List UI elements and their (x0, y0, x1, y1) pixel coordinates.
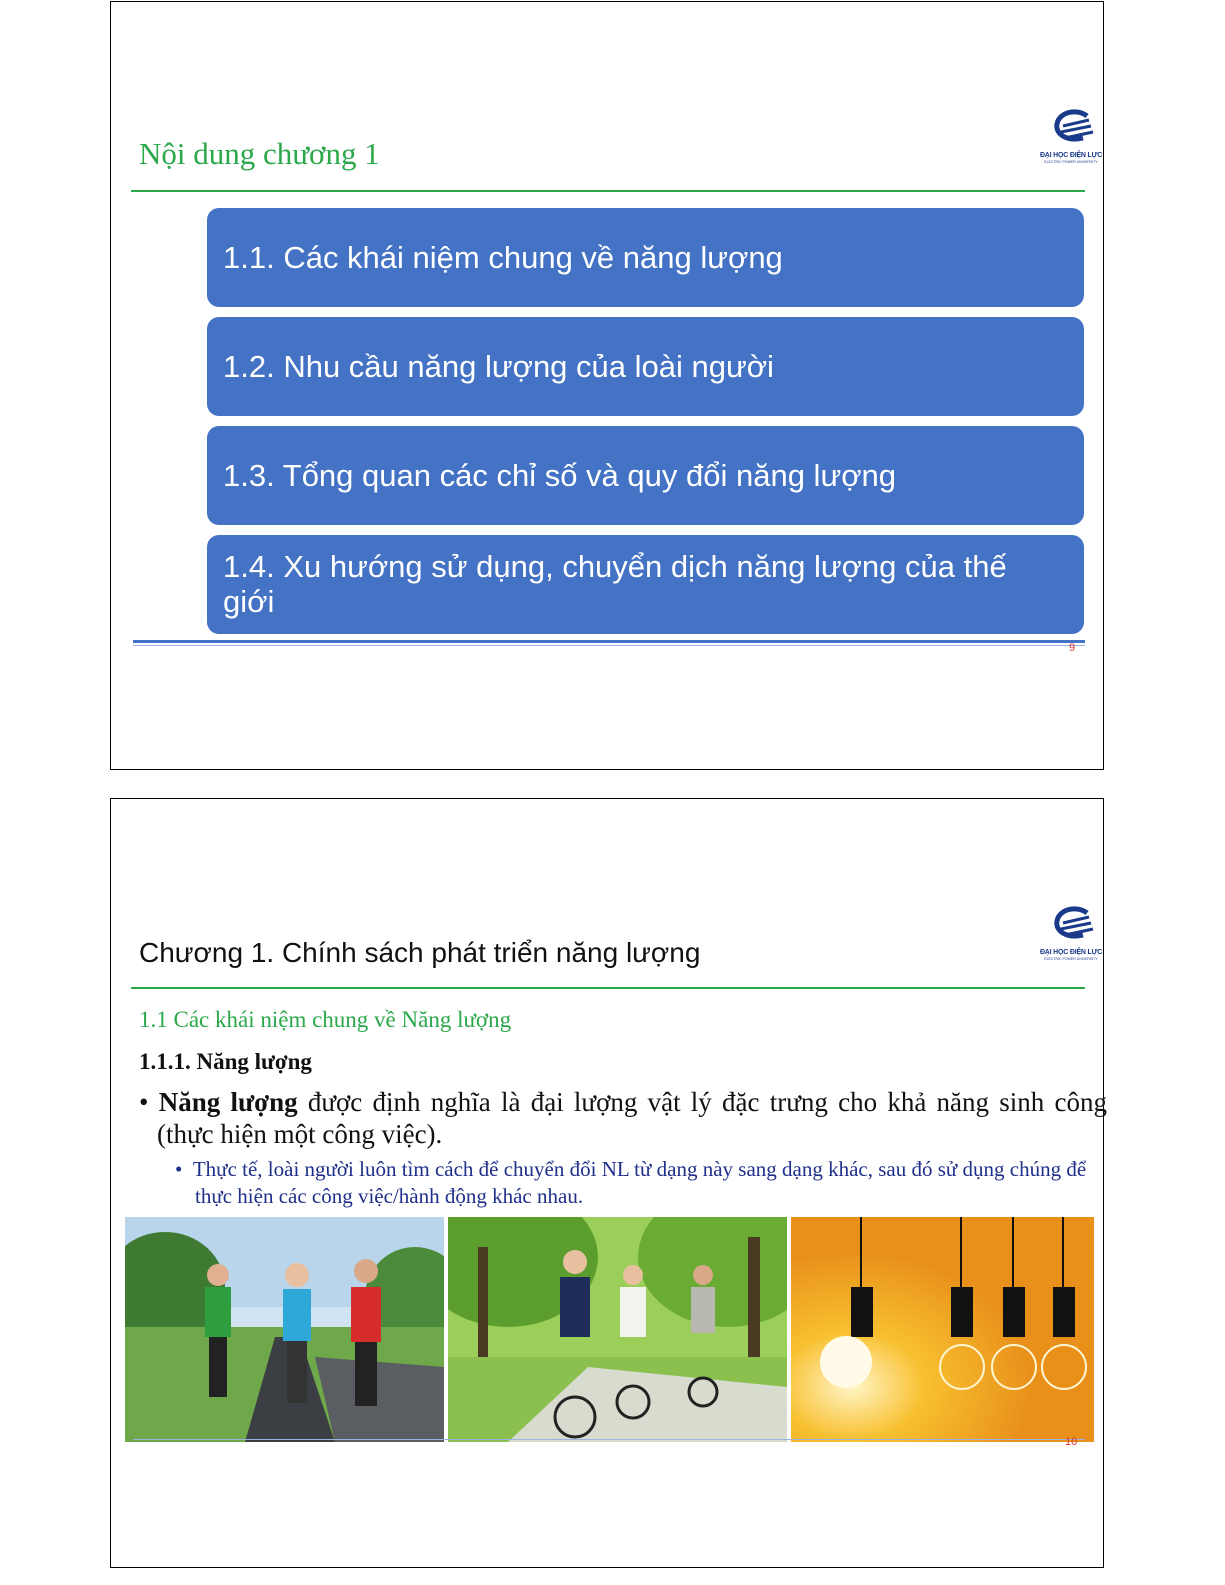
university-logo (1039, 108, 1103, 168)
section-heading: 1.1.1. Năng lượng (139, 1049, 312, 1074)
logo-sub: ELECTRIC POWER UNIVERSITY (1044, 160, 1098, 164)
footer-divider (133, 640, 1085, 643)
logo-name: ĐẠI HỌC ĐIỆN LỰC (1039, 949, 1103, 956)
people-walking-photo (125, 1217, 444, 1442)
section-subtitle: 1.1 Các khái niệm chung về Năng lượng (139, 1007, 512, 1032)
slide-title: Chương 1. Chính sách phát triển năng lượng (139, 937, 701, 968)
footer-divider-thin (133, 645, 1085, 646)
university-logo-icon (1039, 905, 1103, 949)
slide-title: Nội dung chương 1 (139, 136, 380, 171)
sub-bullet-text: Thực tế, loài người luôn tìm cách để chuyển đổi NL từ dạng này sang dạng khác, sau đó sử dụng chúng để thực hiện các công việc/hành động khác nhau. (192, 1157, 1087, 1208)
slide-10 (110, 798, 1108, 1568)
title-divider (131, 190, 1085, 192)
page-number: 10 (1065, 1436, 1078, 1448)
logo-sub: ELECTRIC POWER UNIVERSITY (1044, 957, 1098, 961)
university-logo (1039, 905, 1103, 965)
title-divider (131, 987, 1085, 989)
chapter-item-1-1: 1.1. Các khái niệm chung về năng lượng (207, 208, 1084, 307)
footer-divider-thin (133, 1439, 1085, 1440)
logo-name: ĐẠI HỌC ĐIỆN LỰC (1039, 152, 1103, 159)
page-number: 9 (1069, 642, 1076, 654)
bullet-definition: • Năng lượng được định nghĩa là đại lượng vật lý đặc trưng cho khả năng sinh công (thực hiện một công việc). (139, 1087, 1108, 1149)
sub-bullet: • Thực tế, loài người luôn tìm cách để chuyển đổi NL từ dạng này sang dạng khác, sau đó sử dụng chúng để thực hiện các công việc/hành động khác nhau. (175, 1157, 1087, 1208)
university-logo-icon (1039, 108, 1103, 152)
slide-9 (110, 1, 1104, 770)
people-cycling-photo (448, 1217, 787, 1442)
chapter-item-1-2: 1.2. Nhu cầu năng lượng của loài người (207, 317, 1084, 416)
chapter-item-1-4: 1.4. Xu hướng sử dụng, chuyển dịch năng lượng của thế giới (207, 535, 1084, 634)
bullet-text: được định nghĩa là đại lượng vật lý đặc trưng cho khả năng sinh công (thực hiện một công việc). (157, 1087, 1108, 1149)
bullet-term: Năng lượng (158, 1087, 298, 1117)
chapter-item-1-3: 1.3. Tổng quan các chỉ số và quy đổi năng lượng (207, 426, 1084, 525)
light-bulbs-photo (791, 1217, 1094, 1442)
